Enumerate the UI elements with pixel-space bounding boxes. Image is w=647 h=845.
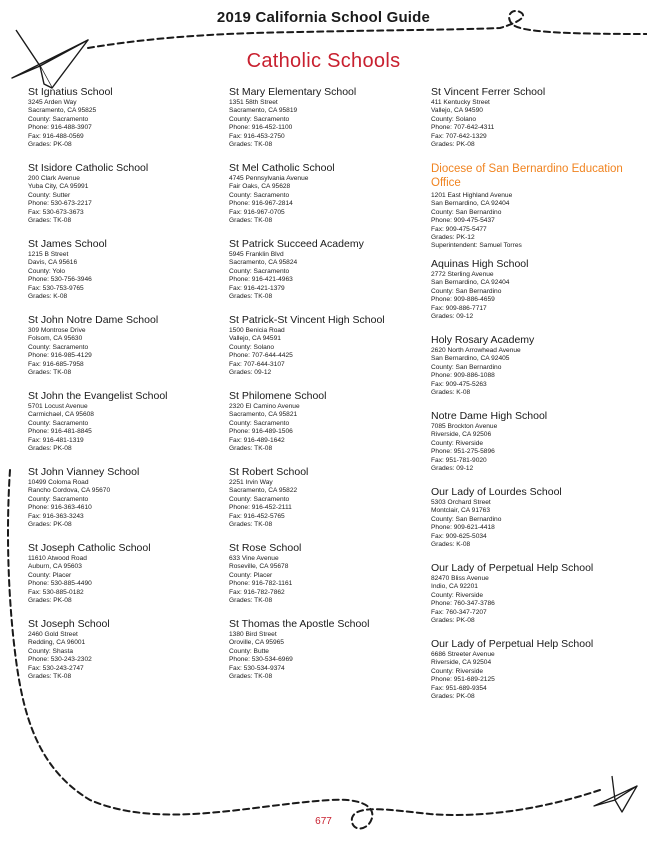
school-detail-line: Grades: TK-08 [28, 217, 72, 225]
school-detail-line: 2620 North Arrowhead Avenue [431, 347, 521, 354]
school-detail-line: San Bernardino, CA 92404 [431, 200, 510, 208]
school-entry [229, 390, 429, 466]
school-entry [28, 162, 228, 238]
school-detail-line: San Bernardino, CA 92404 [431, 279, 510, 287]
school-detail-line: Sacramento, CA 95821 [229, 411, 298, 419]
school-entry [229, 314, 429, 390]
school-detail-line: Grades: PK-08 [28, 597, 72, 605]
school-name: St Patrick Succeed Academy [229, 238, 364, 250]
school-detail-line: Fax: 707-642-1329 [431, 132, 487, 140]
school-detail-line: County: San Bernardino [431, 363, 502, 371]
school-detail-line: Fax: 916-363-3243 [28, 512, 84, 520]
school-entry [229, 466, 429, 542]
school-name: St James School [28, 238, 107, 250]
school-detail-line: County: Solano [431, 115, 477, 123]
school-detail-line: 1201 East Highland Avenue [431, 192, 513, 199]
school-detail-line: Phone: 530-673-2217 [28, 200, 92, 208]
school-entry [229, 238, 429, 314]
school-detail-line: County: San Bernardino [431, 287, 502, 295]
school-detail-line: Roseville, CA 95678 [229, 563, 289, 571]
school-detail-line: 1351 58th Street [229, 99, 278, 106]
school-detail-line: Superintendent: Samuel Torres [431, 242, 522, 250]
school-detail-line: County: Solano [229, 343, 275, 351]
school-detail-line: Phone: 909-886-4659 [431, 296, 495, 304]
school-detail-line: Grades: PK-08 [28, 521, 72, 529]
school-entry [431, 86, 631, 162]
school-detail-line: 411 Kentucky Street [431, 99, 490, 106]
school-detail-line: Fax: 530-243-2747 [28, 664, 84, 672]
school-name: St Joseph Catholic School [28, 542, 151, 554]
school-detail-line: Grades: 09-12 [431, 465, 474, 473]
school-detail-line: Redding, CA 96001 [28, 639, 86, 647]
school-detail-line: County: Sacramento [28, 419, 89, 427]
school-name: St Vincent Ferrer School [431, 86, 546, 98]
school-detail-line: County: San Bernardino [431, 208, 502, 216]
page-number: 677 [315, 816, 332, 827]
school-name: St Joseph School [28, 618, 110, 630]
school-detail-line: Fax: 909-886-7717 [431, 304, 487, 312]
school-detail-line: County: Sacramento [28, 115, 89, 123]
school-detail-line: County: Butte [229, 647, 269, 655]
school-detail-line: 4745 Pennsylvania Avenue [229, 175, 309, 182]
school-entry [431, 258, 631, 334]
school-detail-line: 2251 Irvin Way [229, 479, 273, 486]
school-detail-line: Fax: 916-967-0705 [229, 208, 285, 216]
school-detail-line: Fax: 909-475-5263 [431, 380, 487, 388]
school-detail-line: Phone: 916-985-4129 [28, 352, 92, 360]
school-detail-line: Fax: 916-452-5765 [229, 512, 285, 520]
school-detail-line: Fax: 909-475-5477 [431, 225, 487, 233]
school-name: St Robert School [229, 466, 309, 478]
school-name: Holy Rosary Academy [431, 334, 535, 346]
school-detail-line: Grades: PK-08 [431, 693, 475, 701]
school-name: St John the Evangelist School [28, 390, 168, 402]
school-detail-line: Grades: PK-08 [28, 141, 72, 149]
school-detail-line: 7085 Brockton Avenue [431, 423, 498, 430]
school-detail-line: Fax: 951-781-9020 [431, 456, 487, 464]
school-detail-line: Phone: 760-347-3786 [431, 600, 495, 608]
school-detail-line: 2772 Sterling Avenue [431, 271, 494, 278]
school-detail-line: Riverside, CA 92506 [431, 431, 492, 439]
school-name: St Philomene School [229, 390, 327, 402]
school-detail-line: Grades: TK-08 [229, 673, 273, 681]
school-entry [28, 466, 228, 542]
school-detail-line: 1380 Bird Street [229, 631, 277, 638]
school-detail-line: Grades: K-08 [431, 541, 471, 549]
school-detail-line: County: Riverside [431, 591, 484, 599]
section-title: Catholic Schools [246, 50, 401, 72]
school-detail-line: Fax: 707-644-3107 [229, 360, 285, 368]
school-detail-line: 633 Vine Avenue [229, 555, 279, 562]
school-entry [431, 410, 631, 486]
school-detail-line: Phone: 951-275-5896 [431, 448, 495, 456]
school-detail-line: Fax: 760-347-7207 [431, 608, 487, 616]
school-name: St Mary Elementary School [229, 86, 357, 98]
school-detail-line: County: Placer [229, 571, 273, 579]
school-detail-line: Phone: 707-642-4311 [431, 124, 495, 132]
school-detail-line: County: Sutter [28, 191, 71, 199]
school-detail-line: Fax: 916-489-1642 [229, 436, 285, 444]
school-detail-line: Fax: 916-481-1319 [28, 436, 84, 444]
school-detail-line: Grades: TK-08 [229, 293, 273, 301]
school-detail-line: Fax: 916-488-0569 [28, 132, 84, 140]
school-detail-line: San Bernardino, CA 92405 [431, 355, 510, 363]
school-detail-line: Grades: PK-08 [431, 141, 475, 149]
diocese-name: Diocese of San Bernardino Education Office [431, 163, 623, 189]
school-detail-line: County: Riverside [431, 667, 484, 675]
school-detail-line: County: Sacramento [229, 191, 290, 199]
school-entry [229, 542, 429, 618]
school-detail-line: County: Sacramento [229, 267, 290, 275]
school-detail-line: County: San Bernardino [431, 515, 502, 523]
school-entry [431, 334, 631, 410]
school-entry [431, 562, 631, 638]
school-detail-line: Grades: K-08 [431, 389, 471, 397]
paper-plane-icon-bottom-right [594, 776, 637, 812]
school-detail-line: Vallejo, CA 94590 [431, 107, 483, 115]
guide-title: 2019 California School Guide [216, 9, 431, 26]
school-detail-line: 309 Montrose Drive [28, 327, 86, 334]
school-entry [229, 86, 429, 162]
school-name: St Thomas the Apostle School [229, 618, 370, 630]
school-detail-line: County: Sacramento [28, 495, 89, 503]
school-name: St John Notre Dame School [28, 314, 159, 326]
school-name: Our Lady of Perpetual Help School [431, 562, 594, 574]
school-detail-line: Sacramento, CA 95819 [229, 107, 298, 115]
school-detail-line: Grades: PK-08 [431, 617, 475, 625]
school-detail-line: Riverside, CA 92504 [431, 659, 492, 667]
school-detail-line: 200 Clark Avenue [28, 175, 80, 182]
school-detail-line: Fax: 916-782-7862 [229, 588, 285, 596]
school-detail-line: 5303 Orchard Street [431, 499, 491, 506]
school-detail-line: Sacramento, CA 95824 [229, 259, 298, 267]
school-detail-line: 6686 Streeter Avenue [431, 651, 495, 658]
school-detail-line: Fax: 909-625-5034 [431, 532, 487, 540]
school-detail-line: County: Sacramento [28, 343, 89, 351]
school-detail-line: Grades: TK-08 [28, 673, 72, 681]
school-detail-line: Grades: TK-08 [229, 597, 273, 605]
school-column-1 [28, 86, 228, 694]
school-detail-line: 3245 Arden Way [28, 99, 77, 106]
school-column-3 [431, 86, 631, 714]
school-detail-line: County: Placer [28, 571, 72, 579]
school-entry [431, 486, 631, 562]
school-detail-line: Phone: 530-756-3946 [28, 276, 92, 284]
school-detail-line: Davis, CA 95616 [28, 259, 78, 267]
school-name: St John Vianney School [28, 466, 140, 478]
school-name: St Isidore Catholic School [28, 162, 149, 174]
school-detail-line: County: Riverside [431, 439, 484, 447]
school-name: St Rose School [229, 542, 302, 554]
school-detail-line: Fax: 530-673-3673 [28, 208, 84, 216]
school-detail-line: County: Shasta [28, 647, 74, 655]
school-name: Notre Dame High School [431, 410, 548, 422]
school-detail-line: Phone: 916-967-2814 [229, 200, 293, 208]
school-detail-line: Fax: 530-534-9374 [229, 664, 285, 672]
school-detail-line: Phone: 916-452-2111 [229, 504, 292, 512]
school-detail-line: Phone: 530-243-2302 [28, 656, 92, 664]
school-detail-line: Grades: TK-08 [229, 217, 273, 225]
school-detail-line: 5701 Locust Avenue [28, 403, 88, 410]
school-entry [28, 86, 228, 162]
school-detail-line: Phone: 707-644-4425 [229, 352, 293, 360]
school-detail-line: Grades: TK-08 [229, 445, 273, 453]
school-entry [431, 638, 631, 714]
school-detail-line: County: Yolo [28, 267, 66, 275]
school-entry [431, 162, 631, 258]
school-detail-line: Grades: K-08 [28, 293, 68, 301]
school-detail-line: 82470 Bliss Avenue [431, 575, 489, 582]
school-detail-line: Sacramento, CA 95825 [28, 107, 97, 115]
school-detail-line: 1500 Benicia Road [229, 327, 285, 334]
school-detail-line: Grades: TK-08 [229, 141, 273, 149]
school-detail-line: Phone: 530-534-6969 [229, 656, 293, 664]
school-detail-line: Phone: 916-452-1100 [229, 124, 293, 132]
school-detail-line: Yuba City, CA 95991 [28, 183, 89, 191]
school-detail-line: Phone: 916-489-1506 [229, 428, 293, 436]
school-detail-line: Folsom, CA 95630 [28, 335, 83, 343]
school-detail-line: Auburn, CA 95603 [28, 563, 82, 571]
school-detail-line: Phone: 530-885-4490 [28, 580, 92, 588]
school-entry [229, 162, 429, 238]
school-detail-line: 11610 Atwood Road [28, 555, 87, 562]
school-detail-line: Sacramento, CA 95822 [229, 487, 298, 495]
school-detail-line: Fair Oaks, CA 95628 [229, 183, 291, 191]
school-detail-line: 10499 Coloma Road [28, 479, 89, 486]
school-detail-line: Grades: 09-12 [431, 313, 474, 321]
school-detail-line: Phone: 951-689-2125 [431, 676, 495, 684]
school-detail-line: Fax: 916-453-2750 [229, 132, 285, 140]
school-detail-line: Vallejo, CA 94591 [229, 335, 281, 343]
school-detail-line: Rancho Cordova, CA 95670 [28, 487, 111, 495]
school-entry [28, 618, 228, 694]
school-name: Our Lady of Lourdes School [431, 486, 562, 498]
school-detail-line: 2320 El Camino Avenue [229, 403, 300, 410]
school-detail-line: Phone: 916-782-1161 [229, 580, 293, 588]
school-entry [229, 618, 429, 694]
school-detail-line: Grades: 09-12 [229, 369, 272, 377]
school-name: St Ignatius School [28, 86, 113, 98]
school-entry [28, 390, 228, 466]
school-name: St Mel Catholic School [229, 162, 335, 174]
school-detail-line: Indio, CA 92201 [431, 583, 478, 591]
school-detail-line: County: Sacramento [229, 495, 290, 503]
school-detail-line: Phone: 916-363-4610 [28, 504, 92, 512]
school-entry [28, 314, 228, 390]
school-detail-line: County: Sacramento [229, 115, 290, 123]
school-detail-line: Fax: 530-885-0182 [28, 588, 84, 596]
school-detail-line: 5945 Franklin Blvd [229, 251, 284, 258]
school-detail-line: Phone: 916-481-8845 [28, 428, 92, 436]
school-detail-line: Grades: TK-08 [28, 369, 72, 377]
school-name: Our Lady of Perpetual Help School [431, 638, 594, 650]
school-detail-line: Fax: 951-689-9354 [431, 684, 487, 692]
school-detail-line: Phone: 909-475-5437 [431, 217, 495, 225]
school-detail-line: Oroville, CA 95965 [229, 639, 284, 647]
school-detail-line: Phone: 916-488-3907 [28, 124, 92, 132]
school-detail-line: Phone: 909-621-4418 [431, 524, 495, 532]
school-detail-line: Phone: 916-421-4963 [229, 276, 293, 284]
school-detail-line: Fax: 530-753-9765 [28, 284, 84, 292]
school-detail-line: Fax: 916-421-1379 [229, 284, 285, 292]
school-detail-line: 1215 B Street [28, 251, 69, 258]
school-detail-line: Phone: 909-886-1088 [431, 372, 495, 380]
school-detail-line: Grades: PK-08 [28, 445, 72, 453]
school-name: Aquinas High School [431, 258, 529, 270]
school-detail-line: Fax: 916-685-7958 [28, 360, 84, 368]
school-detail-line: 2460 Gold Street [28, 631, 78, 638]
school-detail-line: Montclair, CA 91763 [431, 507, 491, 515]
school-detail-line: Carmichael, CA 95608 [28, 411, 94, 419]
school-entry [28, 238, 228, 314]
school-name: St Patrick-St Vincent High School [229, 314, 385, 326]
school-detail-line: Grades: PK-12 [431, 234, 475, 242]
school-entry [28, 542, 228, 618]
school-detail-line: County: Sacramento [229, 419, 290, 427]
school-detail-line: Grades: TK-08 [229, 521, 273, 529]
school-column-2 [229, 86, 429, 694]
